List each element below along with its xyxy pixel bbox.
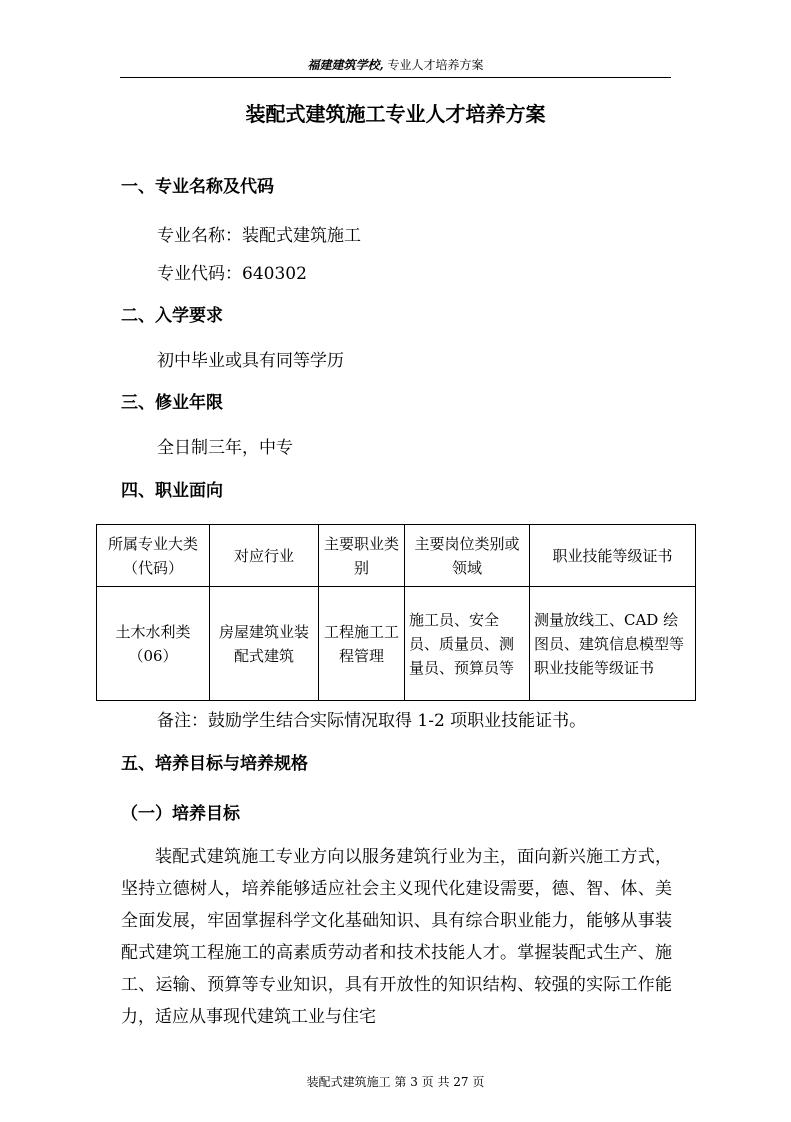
table-row (97, 587, 696, 701)
admission-requirement: 初中毕业或具有同等学历 (157, 351, 344, 371)
page-footer: 装配式建筑施工 第 3 页 共 27 页 (306, 1075, 485, 1089)
career-table (96, 524, 696, 701)
section-5-heading: 五、培养目标与培养规格 (121, 754, 308, 774)
header-rule (120, 77, 671, 78)
table-cell: 工程施工工程管理 (319, 587, 405, 701)
major-name: 专业名称：装配式建筑施工 (157, 226, 361, 246)
table-header-cell: 主要职业类别 (319, 525, 405, 587)
table-header-cell: 主要岗位类别或领域 (405, 525, 530, 587)
subsection-heading: （一）培养目标 (121, 804, 240, 824)
table-cell: 房屋建筑业装配式建筑 (210, 587, 319, 701)
document-title: 装配式建筑施工专业人才培养方案 (245, 102, 546, 126)
page-header (0, 56, 791, 73)
table-header-row (97, 525, 696, 587)
major-code: 专业代码：640302 (157, 264, 307, 284)
header-text: 专业人才培养方案 (387, 58, 484, 72)
section-1-heading: 一、专业名称及代码 (121, 177, 274, 197)
section-2-heading: 二、入学要求 (121, 306, 223, 326)
table-cell: 测量放线工、CAD 绘图员、建筑信息模型等职业技能等级证书 (530, 587, 696, 701)
table-note: 备注：鼓励学生结合实际情况取得 1-2 项职业技能证书。 (157, 711, 587, 731)
table-header-cell: 所属专业大类（代码） (97, 525, 210, 587)
table-cell: 土木水利类（06） (97, 587, 210, 701)
section-3-heading: 三、修业年限 (121, 393, 223, 413)
section-4-heading: 四、职业面向 (121, 481, 223, 501)
training-goal-paragraph: 装配式建筑施工专业方向以服务建筑行业为主，面向新兴施工方式，坚持立德树人，培养能够适应社会主义现代化建设需要，德、智、体、美全面发展，牢固掌握科学文化基础知识、具有综合职业能力，能够从事装配式建筑工程施工的高素质劳动者和技术技能人才。掌握装配式生产、施工、运输、预算等专业知识，具有开放性的知识结构、较强的实际工作能力，适应从事现代建筑工业与住宅 (121, 847, 672, 1027)
table-header-cell: 对应行业 (210, 525, 319, 587)
school-name: 福建建筑学校 (307, 58, 380, 72)
table-header-cell: 职业技能等级证书 (530, 525, 696, 587)
header-separator: , (379, 58, 384, 72)
study-duration: 全日制三年，中专 (157, 438, 293, 458)
table-cell: 施工员、安全员、质量员、测量员、预算员等 (405, 587, 530, 701)
